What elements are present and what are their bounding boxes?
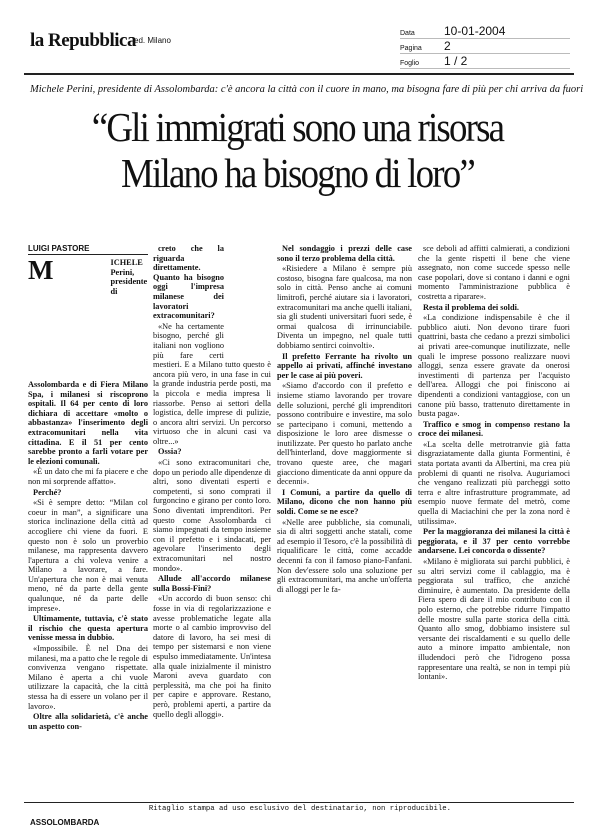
column-inset-space — [55, 258, 107, 378]
paragraph: «Siamo d'accordo con il prefetto e insieme stiamo lavorando per trovare delle soluzioni, perché gli imprenditori possono contribuire e investire, ma solo se partecipano i comuni, mettendo a disposizione le loro aree dismesse o inutilizzate. Per questo ho parlato anche dell'hinterland, dove maggiormente si trovano queste aree, che magari giacciono dimenticate da anni oppure da decenni». — [277, 381, 412, 487]
copyright-note: Ritaglio stampa ad uso esclusivo del destinatario, non riproducibile. — [148, 805, 452, 813]
paragraph: Per la maggioranza dei milanesi la città è peggiorata, e il 37 per cento vorrebbe andarsene. Lei concorda o dissente? — [418, 527, 570, 556]
drop-cap: M — [28, 255, 54, 285]
paragraph: «Un accordo di buon senso: chi fosse in via di regolarizzazione e avesse problematiche legate alla morte o al cambio improvviso del datore di lavoro, ha sei mesi di tempo per sistemarsi e non viene espulso immediatamente. Un'intesa alla quale inizialmente il ministro Maroni aveva guardato con perplessità, ma che poi ha finito per capire e approvare. Restano, però, problemi aperti, a partire da quello degli alloggi». — [153, 594, 271, 719]
paragraph: «Ci sono extracomunitari che, dopo un periodo alle dipendenze di altri, sono diventati esperti e competenti, si sono comprati il furgoncino e girano per conto loro. Sono diventati imprenditori. Per questo come Assolombarda ci siamo impegnati da tempo insieme con il prefetto e i sindacati, per agevolare l'inserimento degli extracomunitari nel nostro mondo». — [153, 458, 271, 573]
meta-value: 2 — [444, 39, 451, 53]
paragraph: «La condizione indispensabile è che il pubblico aiuti. Non devono tirare fuori quattrini, basta che cedano a prezzi simbolici ai privati aree-comunque inutilizzate, nelle quali le imprese possono realizzare nuovi alloggi, senza essere gravate da onerosi investimenti di partenza per l'acquisto dell'area. Alloggi che poi finiscono ai dipendenti a condizioni vantaggiose, con un canone più basso, trattenuto direttamente in busta paga». — [418, 313, 570, 419]
paragraph: «La scelta delle metrotranvie già fatta disgraziatamente dalla giunta Formentini, è stata portata avanti da Albertini, ma crea più problemi di quanti ne risolva. Auguriamoci che vengano realizzati più parcheggi sotto terra e altre infrastrutture programmate, ad esempio nuove fermate del metrò, come quella di Maciachini che per la zona nord è utilissima». — [418, 439, 570, 526]
meta-value: 1 / 2 — [444, 54, 468, 68]
headline-line-2: Milano ha bisogno di loro” — [121, 150, 474, 196]
article-column-4 — [418, 244, 570, 683]
column-inset-space — [227, 244, 271, 352]
footer-divider — [24, 802, 574, 803]
paragraph: Nel sondaggio i prezzi delle case sono il terzo problema della città. — [277, 244, 412, 263]
paragraph: Ossia? — [158, 447, 182, 457]
paragraph: Allude all'accordo milanese sulla Bossi-Fini? — [153, 574, 271, 593]
paragraph: Perché? — [33, 487, 62, 497]
meta-row-page — [400, 39, 570, 54]
article-byline: LUIGI PASTORE — [28, 244, 148, 255]
paragraph: Oltre alla solidarietà, c'è anche un aspetto con- — [28, 712, 148, 731]
meta-row-sheet — [400, 54, 570, 69]
paragraph: «Impossibile. È nel Dna dei milanesi, ma a patto che le regole di convivenza vengano rispettate. Milano è aperta a chi vuole utilizzare la capacità, che la città stessa ha di essere un volano per il lavoro». — [28, 644, 148, 711]
top-divider — [24, 73, 574, 75]
article-column-2 — [153, 244, 271, 720]
paragraph: «Si è sempre detto: “Milan col coeur in man”, a significare una storica inclinazione della città ad accogliere chi viene da fuori. E questo non è solo un proverbio milanese, ma rappresenta davvero l'apertura a chi voleva venire a Milano a lavorare, a fare. Un'apertura che non è mai venuta meno, né da parte della gente qualunque, né da parte delle imprese». — [28, 498, 148, 613]
paragraph: Resta il problema dei soldi. — [423, 302, 519, 312]
edition-label: ed. Milano — [134, 36, 171, 45]
paragraph: «È un dato che mi fa piacere e che non mi sorprende affatto». — [28, 467, 148, 486]
masthead-logo: la Repubblica — [30, 30, 136, 51]
paragraph: Ultimamente, tuttavia, c'è stato il rischio che questa apertura venisse messa in dubbio. — [28, 614, 148, 643]
source-label: ASSOLOMBARDA — [30, 818, 100, 827]
paragraph: Traffico e smog in compenso restano la croce dei milanesi. — [418, 419, 570, 439]
meta-label: Pagina — [400, 45, 422, 52]
article-column-3 — [277, 244, 412, 595]
paragraph: I Comuni, a partire da quello di Milano, dicono che non hanno più soldi. Come se ne esce? — [277, 487, 412, 517]
meta-label: Foglio — [400, 60, 420, 67]
paragraph: «Milano è migliorata sui parchi pubblici, è su altri servizi come il cablaggio, ma è peggiorata sul traffico, che anziché diminuire, è aumentato. Da presidente della Fiera spero di dare il mio contributo con il polo esterno, che potrebbe ridurre l'impatto delle mostre sulla parte storica della città. Quanto allo smog, dobbiamo insistere sul versante dei riscaldamenti e su quello delle auto a minore impatto ambientale, non illudendoci però che l'idrogeno possa rappresentare una realtà, se non in tempi più lontani». — [418, 557, 570, 682]
paragraph: creto che la riguarda direttamente. Quanto ha bisogno oggi l'impresa milanese dei lavoratori extracomunitari? — [153, 244, 224, 321]
meta-value: 10-01-2004 — [444, 24, 506, 38]
paragraph: ICHELE Perini, presidente di Assolombarda e di Fiera Milano Spa, i milanesi si riscoprono ospitali. Il 64 per cento di loro dichiara di accettare «molto o abbastanza» l'inserimento degli extracomunitari nella vita cittadina. E il 51 per cento sarebbe pronto a farli votare per le elezioni comunali. — [28, 258, 148, 466]
paragraph: «Nelle aree pubbliche, sia comunali, sia di altri soggetti anche statali, come ad esempio il Tesoro, c'è la possibilità di riqualificare le città, come accadde decenni fa con il famoso piano-Fanfani. Non dev'essere solo una soluzione per gli extracomunitari, ma anche un'offerta di alloggi per le fa- — [277, 517, 412, 594]
metadata-box — [400, 24, 570, 69]
paragraph: Il prefetto Ferrante ha rivolto un appello ai privati, affinché investano per le case ai più poveri. — [277, 351, 412, 380]
headline-line-1: “Gli immigrati sono una risorsa — [91, 104, 504, 150]
paragraph: sce deboli ad affitti calmierati, a condizioni che la gente rispetti il bene che viene assegnato, non come succede spesso nelle case popolari, dove si contano i danni e ogni momento l'amministrazione pubblica è costretta a riparare». — [418, 244, 570, 301]
paragraph: «Risiedere a Milano è sempre più costoso, bisogna fare qualcosa, ma non solo in città. Penso anche ai comuni limitrofi, perché aiutare sia i lavoratori, extracomunitari ma anche quelli italiani, sia gli studenti universitari fuori sede, è ormai qualcosa di irrinunciabile. Diventa un impegno, nel quale tutti dobbiamo sentirci coinvolti». — [277, 264, 412, 350]
article-headline — [48, 104, 548, 196]
meta-row-date — [400, 24, 570, 39]
article-column-1 — [28, 255, 148, 732]
meta-label: Data — [400, 30, 415, 37]
article-kicker: Michele Perini, presidente di Assolombarda: c'è ancora la città con il cuore in mano, ma bisogna fare di più per chi arriva da fuori — [30, 84, 584, 95]
paragraph: «Ne ha certamente bisogno, perché gli italiani non vogliono più fare certi mestieri. E a Milano tutto questo è ancora più vero, in una fase in cui la grande industria perde posti, ma la piccola e media impresa li riassorbe. Penso ai settori della logistica, delle imprese di pulizie, o ancora altri servizi. Un percorso virtuoso che in alcuni casi va oltre...» — [153, 321, 271, 446]
